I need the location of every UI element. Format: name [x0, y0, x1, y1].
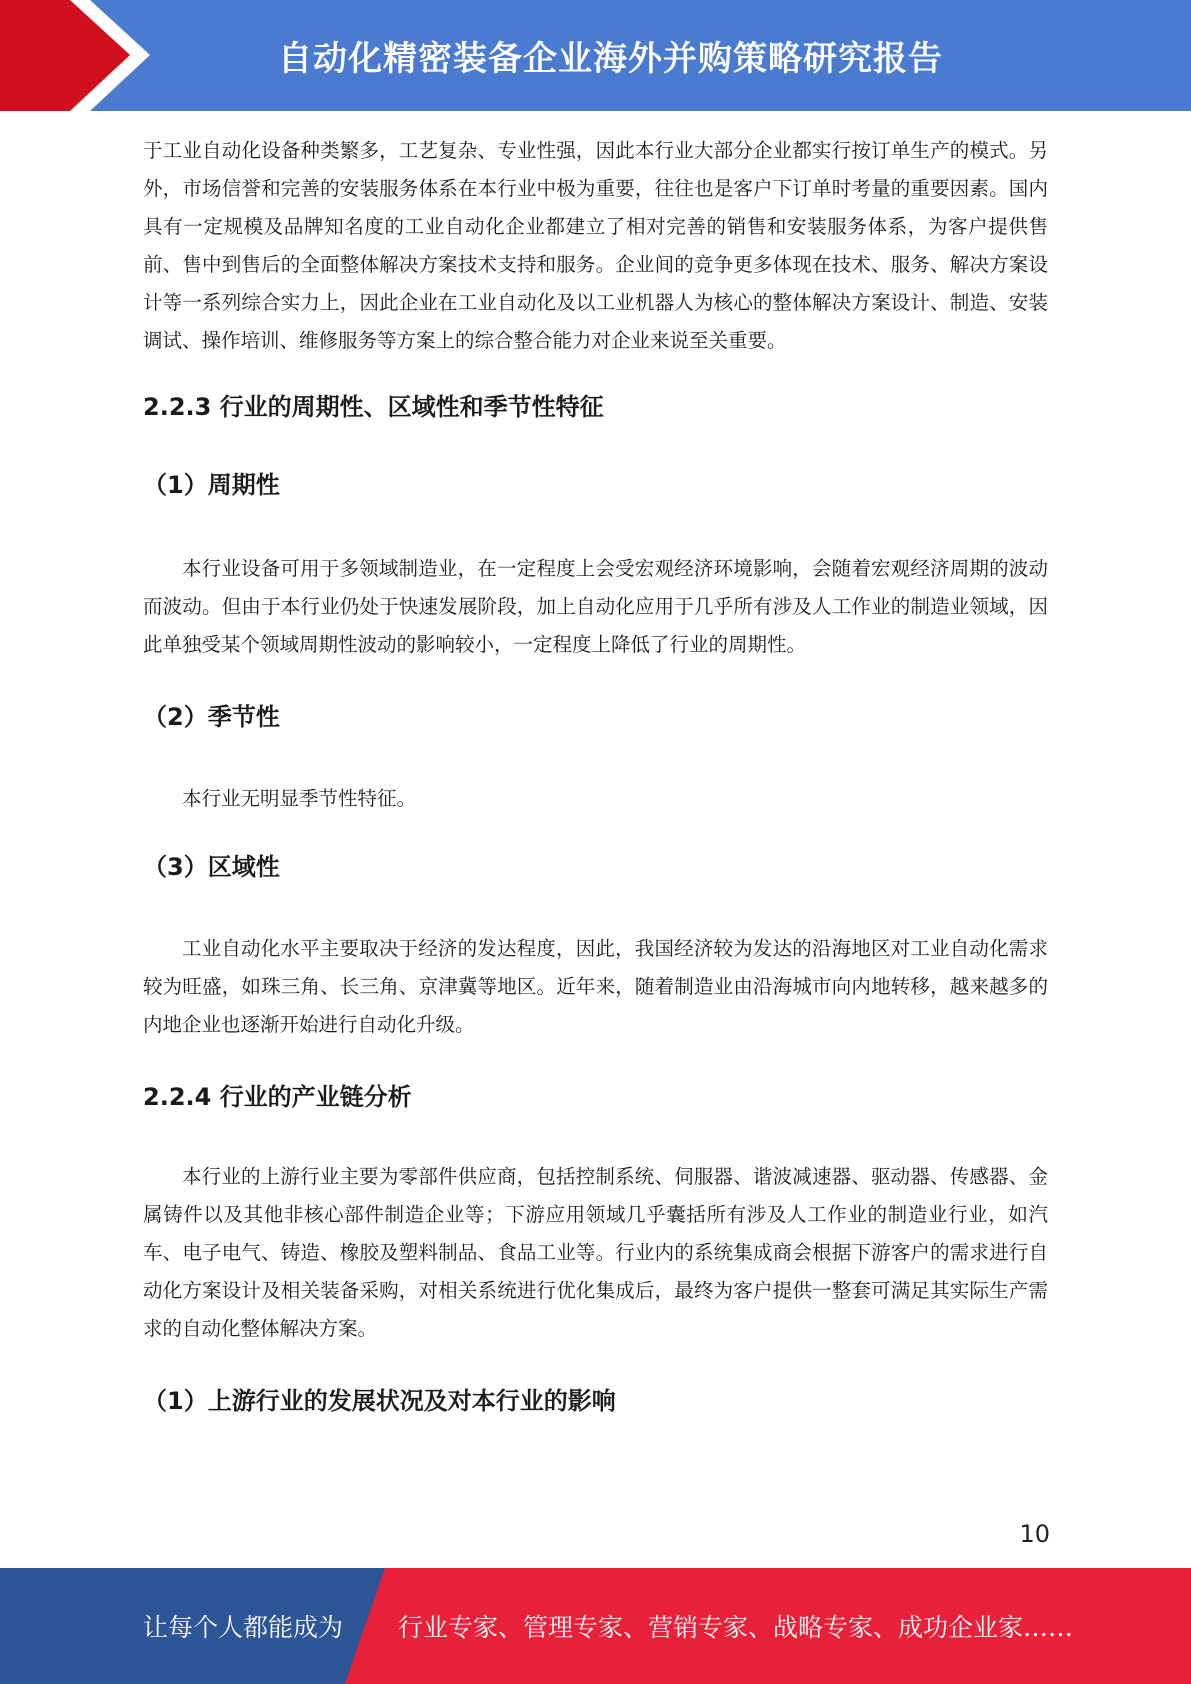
section-heading-2-2-3: 2.2.3 行业的周期性、区域性和季节性特征	[143, 393, 604, 421]
footer-slogan-right: 行业专家、管理专家、营销专家、战略专家、成功企业家……	[398, 1613, 1074, 1642]
subheading-regionality: （3）区域性	[143, 853, 280, 881]
footer-slogan-left: 让每个人都能成为	[143, 1613, 344, 1642]
page-number: 10	[1019, 1520, 1050, 1548]
page-body	[143, 130, 1048, 1418]
body-paragraph: 于工业自动化设备种类繁多，工艺复杂、专业性强，因此本行业大部分企业都实行按订单生产的模式。另外，市场信誉和完善的安装服务体系在本行业中极为重要，往往也是客户下订单时考量的重要因素。国内具有一定规模及品牌知名度的工业自动化企业都建立了相对完善的销售和安装服务体系，为客户提供售前、售中到售后的全面整体解决方案技术支持和服务。企业间的竞争更多体现在技术、服务、解决方案设计等一系列综合实力上，因此企业在工业自动化及以工业机器人为核心的整体解决方案设计、制造、安装调试、操作培训、维修服务等方案上的综合整合能力对企业来说至关重要。	[143, 139, 1048, 352]
subheading-cyclicality: （1）周期性	[143, 471, 280, 499]
subheading-upstream: （1）上游行业的发展状况及对本行业的影响	[143, 1387, 616, 1415]
header-arrow-icon	[0, 0, 160, 111]
body-paragraph: 本行业设备可用于多领域制造业，在一定程度上会受宏观经济环境影响，会随着宏观经济周期的波动而波动。但由于本行业仍处于快速发展阶段，加上自动化应用于几乎所有涉及人工作业的制造业领域，因此单独受某个领域周期性波动的影响较小，一定程度上降低了行业的周期性。	[143, 557, 1048, 656]
page-footer	[0, 1568, 1191, 1684]
body-paragraph: 工业自动化水平主要取决于经济的发达程度，因此，我国经济较为发达的沿海地区对工业自动化需求较为旺盛，如珠三角、长三角、京津冀等地区。近年来，随着制造业由沿海城市向内地转移，越来越多的内地企业也逐渐开始进行自动化升级。	[143, 937, 1048, 1036]
subheading-seasonality: （2）季节性	[143, 703, 280, 731]
section-heading-2-2-4: 2.2.4 行业的产业链分析	[143, 1083, 412, 1111]
body-paragraph: 本行业无明显季节性特征。	[182, 787, 417, 810]
report-title: 自动化精密装备企业海外并购策略研究报告	[278, 39, 943, 79]
page-header	[0, 0, 1191, 111]
body-paragraph: 本行业的上游行业主要为零部件供应商，包括控制系统、伺服器、谐波减速器、驱动器、传感器、金属铸件以及其他非核心部件制造企业等；下游应用领域几乎囊括所有涉及人工作业的制造业行业，如汽车、电子电气、铸造、橡胶及塑料制品、食品工业等。行业内的系统集成商会根据下游客户的需求进行自动化方案设计及相关装备采购，对相关系统进行优化集成后，最终为客户提供一整套可满足其实际生产需求的自动化整体解决方案。	[143, 1165, 1048, 1340]
